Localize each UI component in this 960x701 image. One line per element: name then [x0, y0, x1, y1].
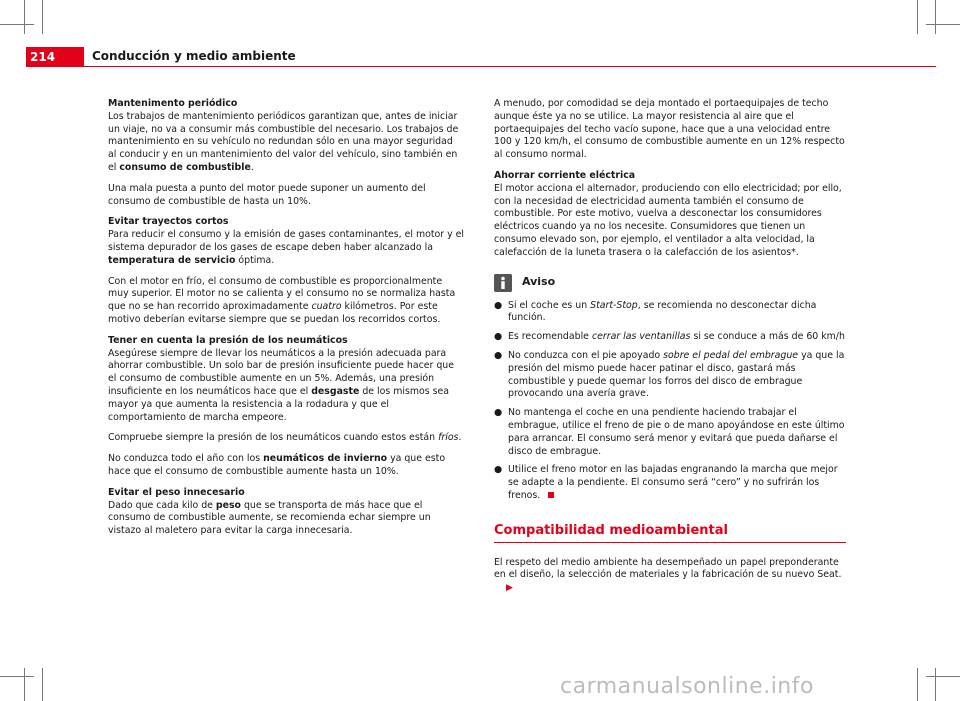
bullet-item: ● Es recomendable cerrar las ventanillas si se conduce a más de 60 km/h: [494, 331, 845, 343]
bullet-item: ● Si el coche es un Start-Stop, se recomienda no desconectar dicha función.: [494, 299, 817, 324]
crop-mark: [0, 24, 34, 25]
paragraph: No conduzca todo el año con los neumáticos de invierno ya que esto hace que el consumo de combustible aumente hasta un 10%.: [108, 453, 446, 477]
info-icon: [494, 274, 512, 292]
paragraph: Una mala puesta a punto del motor puede suponer un aumento del consumo de combustible de hasta un 10%.: [108, 182, 426, 207]
header-rule: [84, 66, 936, 67]
paragraph: El respeto del medio ambiente ha desempeñado un papel preponderante en el diseño, la selección de materiales y la fabricación de su nuevo Seat.▶: [494, 556, 842, 594]
crop-mark: [0, 676, 34, 677]
watermark: carmanualsonline.info: [560, 674, 814, 699]
bullet-item: ● No conduzca con el pie apoyado sobre el pedal del embrague ya que la presión del mismo puede hacer patinar el disco, gastará más combustible y puede quemar los forros del disco de embrague provocando una avería grave.: [494, 349, 845, 400]
paragraph: El motor acciona el alternador, produciendo con ello electricidad; por ello, con la necesidad de electricidad aumenta también el consumo de combustible. Por este motivo, vuelva a desconectar los consumidores eléctricos cuando ya no los necesite. Consumidores que tienen un consumo elevado son, por ejemplo, el ventilador a alta velocidad, la calefacción de la luneta trasera o la calefacción de los asientos*.: [494, 182, 842, 258]
paragraph: Compruebe siempre la presión de los neumáticos cuando estos están fríos.: [108, 432, 462, 444]
aviso-header: [494, 274, 850, 292]
paragraph: A menudo, por comodidad se deja montado el portaequipajes de techo aunque éste ya no se utilice. La mayor resistencia al aire que el portaequipajes del techo vacío supone, hace que a una velocidad entre 100 y 120 km/h, el consumo de combustible aumente en un 12% respecto al consumo normal.: [494, 98, 845, 161]
section-subheading: Evitar trayectos cortos: [108, 216, 229, 228]
section-subheading: Evitar el peso innecesario: [108, 486, 245, 498]
section-subheading: Mantenimento periódico: [108, 98, 238, 109]
paragraph: Para reducir el consumo y la emisión de gases contaminantes, el motor y el sistema depurador de los gases de escape deben haber alcanzado la temperatura de servicio óptima.: [108, 229, 465, 266]
crop-mark: [24, 668, 25, 701]
paragraph: Dado que cada kilo de peso que se transporta de más hace que el consumo de combustible aumente, se recomienda echar siempre un vistazo al maletero para evitar la carga innecesaria.: [108, 499, 431, 537]
crop-mark: [935, 0, 936, 34]
left-column: [108, 98, 464, 546]
crop-mark: [935, 668, 936, 701]
section-heading: Compatibilidad medioambiental: [494, 525, 846, 543]
bullet-item: ● No mantenga el coche en una pendiente haciendo trabajar el embrague, utilice el freno de pie o de mano apoyándose en este último para arrancar. El consumo será menor y evitará que pueda dañarse el disco de embrague.: [494, 407, 845, 457]
paragraph: Con el motor en frío, el consumo de combustible es proporcionalmente muy superior. El motor no se calienta y el consumo no se normaliza hasta que no se han recorrido aproximadamente cuatro kilómetros. Por este motivo deberían evitarse siempre que se puedan los recorridos cortos.: [108, 275, 456, 325]
section-subheading: Ahorrar corriente eléctrica: [494, 169, 636, 181]
paragraph: Los trabajos de mantenimiento periódicos garantizan que, antes de iniciar un viaje, no va a consumir más combustible del necesario. Los trabajos de mantenimiento en su vehículo no redundan sólo en una mayor seguridad al conducir y en un mantenimiento del valor del vehículo, sino también en el consumo de combustible.: [108, 110, 459, 173]
page-number: 214: [26, 47, 84, 67]
right-column: [494, 98, 850, 603]
paragraph: Asegúrese siempre de llevar los neumáticos a la presión adecuada para ahorrar combustible. Un solo bar de presión insuficiente puede hacer que el consumo de combustible aumente en un 5%. Además, una presión insuficiente en los neumáticos hace que el desgaste de los mismos sea mayor ya que aumenta la resistencia a la rodadura y que el comportamiento de marcha empeore.: [108, 347, 455, 423]
section-end-icon: [548, 492, 554, 498]
aviso-title: Aviso: [522, 275, 556, 289]
bullet-item: ● Utilice el freno motor en las bajadas engranando la marcha que mejor se adapte a la pendiente. El consumo será “cero” y no sufrirán los frenos.: [494, 464, 838, 501]
crop-mark: [917, 668, 918, 701]
section-subheading: Tener en cuenta la presión de los neumáticos: [108, 334, 348, 346]
crop-mark: [42, 668, 43, 701]
crop-mark: [917, 0, 918, 34]
crop-mark: [24, 0, 25, 34]
crop-mark: [926, 676, 960, 677]
page-title: Conducción y medio ambiente: [92, 49, 296, 63]
crop-mark: [926, 24, 960, 25]
continue-arrow-icon: ▶: [506, 583, 513, 594]
crop-mark: [42, 0, 43, 34]
